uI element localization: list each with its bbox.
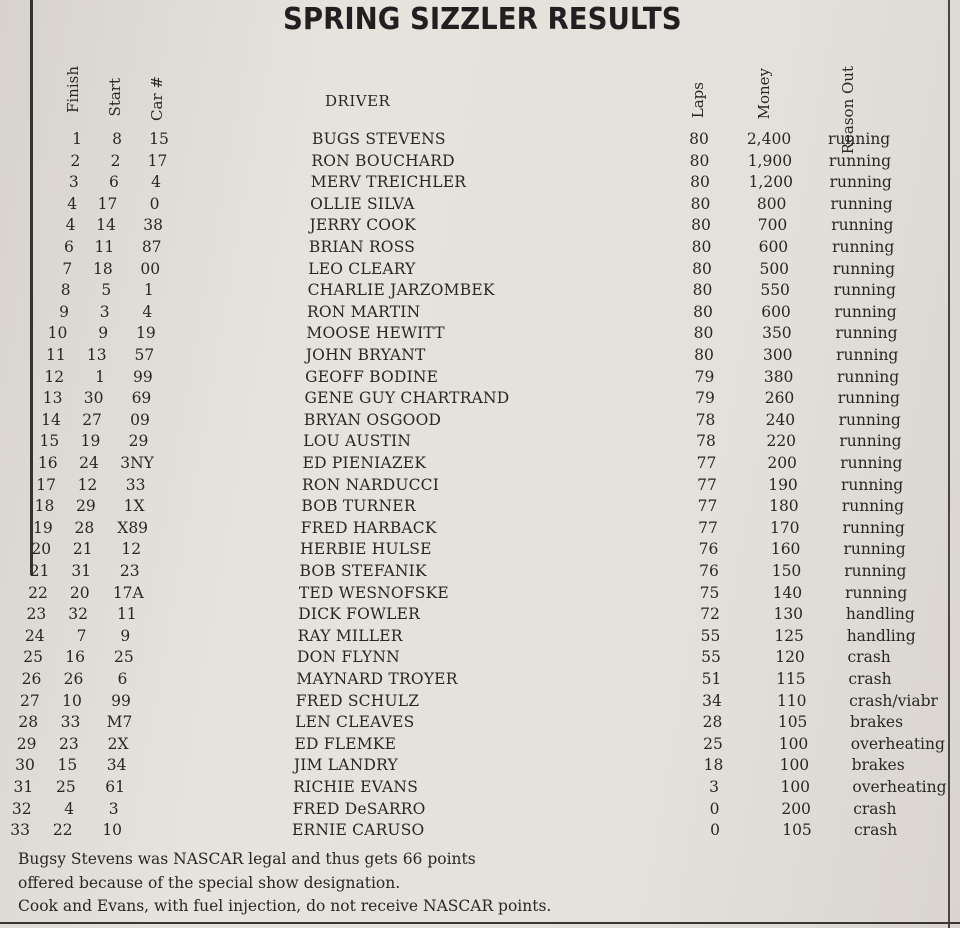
car-number-cell: 29 [128, 432, 149, 451]
driver-cell: DICK FOWLER [298, 605, 421, 624]
finish-cell: 1 [72, 130, 82, 148]
driver-cell: RICHIE EVANS [293, 778, 419, 796]
laps-cell: 3 [709, 778, 719, 796]
table-row [0, 583, 960, 604]
finish-cell: 26 [21, 670, 42, 688]
money-cell: 240 [765, 410, 796, 429]
money-cell: 130 [773, 605, 804, 624]
laps-cell: 0 [709, 799, 720, 818]
finish-cell: 21 [29, 562, 50, 580]
money-cell: 170 [769, 518, 800, 537]
table-row [0, 388, 960, 409]
table-row [0, 151, 960, 172]
laps-cell: 78 [696, 432, 716, 451]
reason-out-cell: running [837, 389, 900, 408]
reason-out-cell: crash [847, 648, 891, 667]
start-cell: 7 [76, 626, 87, 645]
table-row [0, 669, 960, 690]
driver-cell: JOHN BRYANT [305, 346, 426, 364]
money-cell: 160 [770, 540, 801, 559]
money-cell: 300 [762, 346, 793, 364]
header-money: Money [755, 68, 773, 120]
driver-cell: MERV TREICHLER [310, 173, 467, 192]
driver-cell: ED PIENIAZEK [302, 454, 427, 472]
start-cell: 25 [55, 778, 76, 796]
car-number-cell: 1 [143, 281, 154, 300]
reason-out-cell: running [834, 302, 897, 321]
table-row [0, 410, 960, 431]
laps-cell: 75 [699, 583, 720, 602]
reason-out-cell: running [832, 238, 895, 256]
reason-out-cell: running [844, 562, 907, 580]
car-number-cell: 33 [125, 475, 146, 494]
start-cell: 23 [59, 734, 79, 753]
column-rule-bottom [0, 922, 960, 924]
car-number-cell: 3 [108, 799, 119, 818]
start-cell: 6 [109, 173, 119, 192]
table-row [0, 820, 960, 841]
reason-out-cell: running [841, 497, 905, 516]
car-number-cell: 11 [116, 605, 137, 624]
finish-cell: 9 [59, 302, 69, 321]
money-cell: 800 [756, 194, 787, 213]
laps-cell: 18 [703, 756, 724, 775]
money-cell: 2,400 [746, 130, 792, 148]
money-cell: 380 [763, 367, 794, 386]
reason-out-cell: crash/viabr [849, 691, 938, 710]
car-number-cell: 87 [141, 238, 162, 256]
finish-cell: 19 [33, 518, 53, 537]
car-number-cell: 23 [119, 562, 140, 580]
table-row [0, 194, 960, 215]
car-number-cell: 25 [114, 648, 134, 667]
driver-cell: OLLIE SILVA [310, 194, 415, 213]
driver-cell: FRED HARBACK [300, 518, 437, 537]
finish-cell: 4 [67, 194, 78, 213]
money-cell: 150 [771, 562, 802, 580]
money-cell: 220 [766, 432, 797, 451]
driver-cell: FRED SCHULZ [295, 691, 420, 710]
laps-cell: 77 [698, 518, 718, 537]
car-number-cell: 99 [133, 367, 153, 386]
table-row [0, 129, 960, 150]
reason-out-cell: handling [846, 626, 916, 645]
table-row [0, 302, 960, 323]
finish-cell: 4 [65, 216, 76, 235]
car-number-cell: 4 [151, 173, 161, 192]
car-number-cell: 61 [105, 778, 125, 796]
laps-cell: 72 [700, 605, 720, 624]
money-cell: 200 [781, 799, 811, 818]
table-row [0, 496, 960, 517]
laps-cell: 77 [697, 475, 717, 494]
car-number-cell: 9 [120, 626, 131, 645]
finish-cell: 27 [20, 691, 40, 710]
money-cell: 700 [757, 216, 788, 235]
start-cell: 10 [62, 691, 82, 710]
table-row [0, 626, 960, 647]
money-cell: 100 [779, 756, 810, 775]
reason-out-cell: running [835, 324, 898, 343]
car-number-cell: 2X [107, 734, 129, 753]
start-cell: 5 [101, 281, 112, 300]
start-cell: 11 [94, 238, 115, 256]
laps-cell: 28 [702, 713, 723, 732]
start-cell: 30 [83, 389, 104, 408]
start-cell: 4 [64, 799, 75, 818]
laps-cell: 55 [701, 648, 721, 667]
reason-out-cell: overheating [852, 778, 947, 796]
reason-out-cell: running [843, 540, 906, 559]
table-row [0, 280, 960, 301]
finish-cell: 20 [31, 540, 52, 559]
reason-out-cell: running [838, 410, 901, 429]
table-row [0, 475, 960, 496]
money-cell: 105 [782, 821, 812, 840]
header-finish: Finish [64, 66, 82, 114]
footnote-line: Bugsy Stevens was NASCAR legal and thus gets 66 points [18, 850, 476, 868]
finish-cell: 25 [23, 648, 43, 667]
table-row [0, 367, 960, 388]
car-number-cell: 99 [111, 691, 131, 710]
finish-cell: 23 [26, 605, 47, 624]
money-cell: 350 [762, 324, 792, 343]
start-cell: 21 [72, 540, 93, 559]
table-row [0, 259, 960, 280]
finish-cell: 17 [36, 475, 56, 494]
reason-out-cell: crash [854, 821, 898, 840]
driver-cell: GEOFF BODINE [305, 367, 439, 386]
start-cell: 3 [99, 302, 110, 321]
laps-cell: 80 [690, 194, 711, 213]
start-cell: 19 [80, 432, 101, 451]
driver-cell: BOB TURNER [301, 497, 416, 516]
car-number-cell: 69 [131, 389, 152, 408]
table-row [0, 518, 960, 539]
driver-cell: BRIAN ROSS [308, 238, 416, 256]
driver-cell: MOOSE HEWITT [306, 324, 445, 343]
driver-cell: RAY MILLER [297, 626, 403, 645]
finish-cell: 6 [64, 238, 74, 256]
finish-cell: 24 [24, 626, 45, 645]
reason-out-cell: crash [848, 670, 892, 688]
header-start: Start [106, 78, 124, 117]
driver-cell: LOU AUSTIN [303, 432, 412, 451]
laps-cell: 80 [693, 324, 714, 343]
finish-cell: 29 [16, 734, 37, 753]
money-cell: 260 [764, 389, 795, 408]
laps-cell: 51 [701, 670, 722, 688]
car-number-cell: 0 [149, 194, 160, 213]
footnote-line: Cook and Evans, with fuel injection, do not receive NASCAR points. [18, 897, 552, 915]
money-cell: 100 [778, 734, 809, 753]
driver-cell: ED FLEMKE [294, 734, 397, 753]
money-cell: 180 [769, 497, 799, 516]
money-cell: 105 [777, 713, 808, 732]
start-cell: 27 [82, 410, 102, 429]
finish-cell: 16 [37, 454, 58, 472]
footnote-line: offered because of the special show designation. [18, 873, 401, 892]
reason-out-cell: running [842, 518, 905, 537]
start-cell: 8 [112, 130, 122, 148]
start-cell: 1 [95, 367, 106, 386]
start-cell: 16 [65, 648, 85, 667]
table-row [0, 539, 960, 560]
finish-cell: 10 [47, 324, 68, 343]
driver-cell: RON BOUCHARD [311, 151, 455, 170]
laps-cell: 80 [692, 281, 713, 300]
reason-out-cell: running [830, 194, 893, 213]
laps-cell: 55 [700, 626, 721, 645]
start-cell: 28 [74, 518, 95, 537]
laps-cell: 78 [695, 410, 716, 429]
laps-cell: 77 [697, 497, 718, 516]
table-row [0, 691, 960, 712]
car-number-cell: M7 [106, 713, 133, 732]
start-cell: 15 [57, 756, 78, 775]
reason-out-cell: running [836, 367, 900, 386]
start-cell: 26 [63, 670, 84, 688]
car-number-cell: 17 [147, 151, 168, 170]
reason-out-cell: crash [853, 799, 897, 818]
car-number-cell: 15 [149, 130, 169, 148]
car-number-cell: 00 [140, 259, 161, 278]
driver-cell: BRYAN OSGOOD [303, 410, 442, 429]
header-car-number: Car # [148, 76, 166, 121]
table-row [0, 734, 960, 755]
start-cell: 24 [79, 454, 99, 472]
reason-out-cell: running [828, 151, 892, 170]
table-row [0, 431, 960, 452]
money-cell: 550 [760, 281, 790, 300]
start-cell: 17 [97, 194, 118, 213]
laps-cell: 80 [689, 130, 709, 148]
driver-cell: BOB STEFANIK [299, 562, 427, 580]
money-cell: 600 [758, 238, 789, 256]
laps-cell: 79 [695, 389, 715, 408]
laps-cell: 77 [696, 454, 717, 472]
driver-cell: LEN CLEAVES [295, 713, 415, 732]
page-title: SPRING SIZZLER RESULTS [283, 2, 682, 37]
table-row [0, 799, 960, 820]
table-row [0, 323, 960, 344]
reason-out-cell: running [839, 432, 902, 451]
start-cell: 33 [60, 713, 81, 732]
reason-out-cell: overheating [850, 734, 945, 753]
start-cell: 20 [69, 583, 90, 602]
finish-cell: 13 [42, 389, 63, 408]
car-number-cell: 1X [123, 497, 145, 516]
footnotes [18, 848, 551, 919]
laps-cell: 80 [691, 238, 712, 256]
finish-cell: 7 [62, 259, 73, 278]
car-number-cell: 57 [134, 346, 155, 364]
driver-cell: CHARLIE JARZOMBEK [307, 281, 495, 300]
table-row [0, 777, 960, 798]
start-cell: 13 [86, 346, 107, 364]
laps-cell: 80 [691, 216, 711, 235]
reason-out-cell: running [841, 475, 904, 494]
money-cell: 500 [759, 259, 790, 278]
money-cell: 600 [761, 302, 791, 321]
start-cell: 29 [76, 497, 96, 516]
money-cell: 200 [767, 454, 797, 472]
money-cell: 140 [772, 583, 803, 602]
start-cell: 22 [52, 821, 73, 840]
laps-cell: 80 [689, 151, 710, 170]
laps-cell: 79 [694, 367, 715, 386]
start-cell: 2 [110, 151, 121, 170]
finish-cell: 11 [46, 346, 66, 364]
car-number-cell: 19 [135, 324, 156, 343]
table-row [0, 345, 960, 366]
header-reason-out-text: Reason Out [839, 66, 857, 155]
laps-cell: 25 [703, 734, 723, 753]
start-cell: 32 [68, 605, 89, 624]
car-number-cell: 3NY [120, 454, 154, 472]
reason-out-cell: running [845, 583, 908, 602]
driver-cell: HERBIE HULSE [300, 540, 432, 559]
finish-cell: 28 [18, 713, 39, 732]
car-number-cell: 09 [130, 410, 150, 429]
driver-cell: BUGS STEVENS [312, 130, 446, 148]
table-row [0, 755, 960, 776]
table-row [0, 215, 960, 236]
reason-out-cell: running [840, 454, 903, 472]
laps-cell: 34 [702, 691, 722, 710]
money-cell: 190 [768, 475, 798, 494]
finish-cell: 32 [11, 799, 32, 818]
table-row [0, 561, 960, 582]
money-cell: 110 [776, 691, 807, 710]
driver-cell: DON FLYNN [297, 648, 400, 667]
reason-out-cell: brakes [851, 756, 905, 775]
driver-cell: RON NARDUCCI [302, 475, 440, 494]
finish-cell: 30 [15, 756, 35, 775]
driver-cell: TED WESNOFSKE [298, 583, 449, 602]
car-number-cell: 10 [102, 821, 123, 840]
laps-cell: 76 [699, 562, 719, 580]
finish-cell: 31 [13, 778, 34, 796]
finish-cell: 15 [39, 432, 60, 451]
reason-out-cell: running [829, 173, 892, 192]
finish-cell: 18 [34, 497, 55, 516]
driver-cell: ERNIE CARUSO [292, 821, 425, 840]
table-row [0, 237, 960, 258]
car-number-cell: 4 [142, 302, 153, 321]
driver-cell: JIM LANDRY [293, 756, 398, 775]
money-cell: 120 [775, 648, 805, 667]
table-row [0, 172, 960, 193]
money-cell: 1,900 [747, 151, 793, 170]
reason-out-cell: running [828, 130, 891, 148]
money-cell: 100 [780, 778, 811, 796]
driver-cell: GENE GUY CHARTRAND [304, 389, 510, 408]
reason-out-cell: running [831, 216, 894, 235]
laps-cell: 80 [693, 302, 713, 321]
finish-cell: 2 [70, 151, 81, 170]
reason-out-cell: running [833, 281, 896, 300]
start-cell: 14 [96, 216, 116, 235]
finish-cell: 14 [41, 410, 61, 429]
table-row [0, 712, 960, 733]
start-cell: 9 [98, 324, 109, 343]
reason-out-cell: running [832, 259, 896, 278]
laps-cell: 76 [698, 540, 719, 559]
driver-cell: FRED DeSARRO [292, 799, 426, 818]
finish-cell: 3 [68, 173, 79, 192]
driver-cell: MAYNARD TROYER [296, 670, 458, 688]
car-number-cell: 6 [117, 670, 128, 688]
finish-cell: 33 [10, 821, 30, 840]
laps-cell: 0 [710, 821, 720, 840]
table-row [0, 453, 960, 474]
start-cell: 31 [71, 562, 92, 580]
driver-cell: RON MARTIN [307, 302, 421, 321]
header-driver: DRIVER [325, 92, 391, 110]
laps-cell: 80 [692, 259, 712, 278]
driver-cell: LEO CLEARY [308, 259, 416, 278]
driver-cell: JERRY COOK [309, 216, 416, 235]
money-cell: 1,200 [748, 173, 793, 192]
car-number-cell: 12 [121, 540, 142, 559]
table-row [0, 647, 960, 668]
car-number-cell: 34 [106, 756, 127, 775]
laps-cell: 80 [694, 346, 714, 364]
laps-cell: 80 [690, 173, 710, 192]
header-laps: Laps [689, 82, 707, 119]
reason-out-cell: handling [845, 605, 915, 624]
car-number-cell: X89 [117, 518, 149, 537]
finish-cell: 8 [60, 281, 71, 300]
reason-out-cell: brakes [849, 713, 904, 732]
table-row [0, 604, 960, 625]
finish-cell: 12 [44, 367, 65, 386]
money-cell: 125 [774, 626, 804, 645]
car-number-cell: 17A [112, 583, 144, 602]
money-cell: 115 [776, 670, 806, 688]
car-number-cell: 38 [143, 216, 163, 235]
start-cell: 12 [77, 475, 98, 494]
reason-out-cell: running [836, 346, 899, 364]
start-cell: 18 [93, 259, 113, 278]
finish-cell: 22 [28, 583, 48, 602]
